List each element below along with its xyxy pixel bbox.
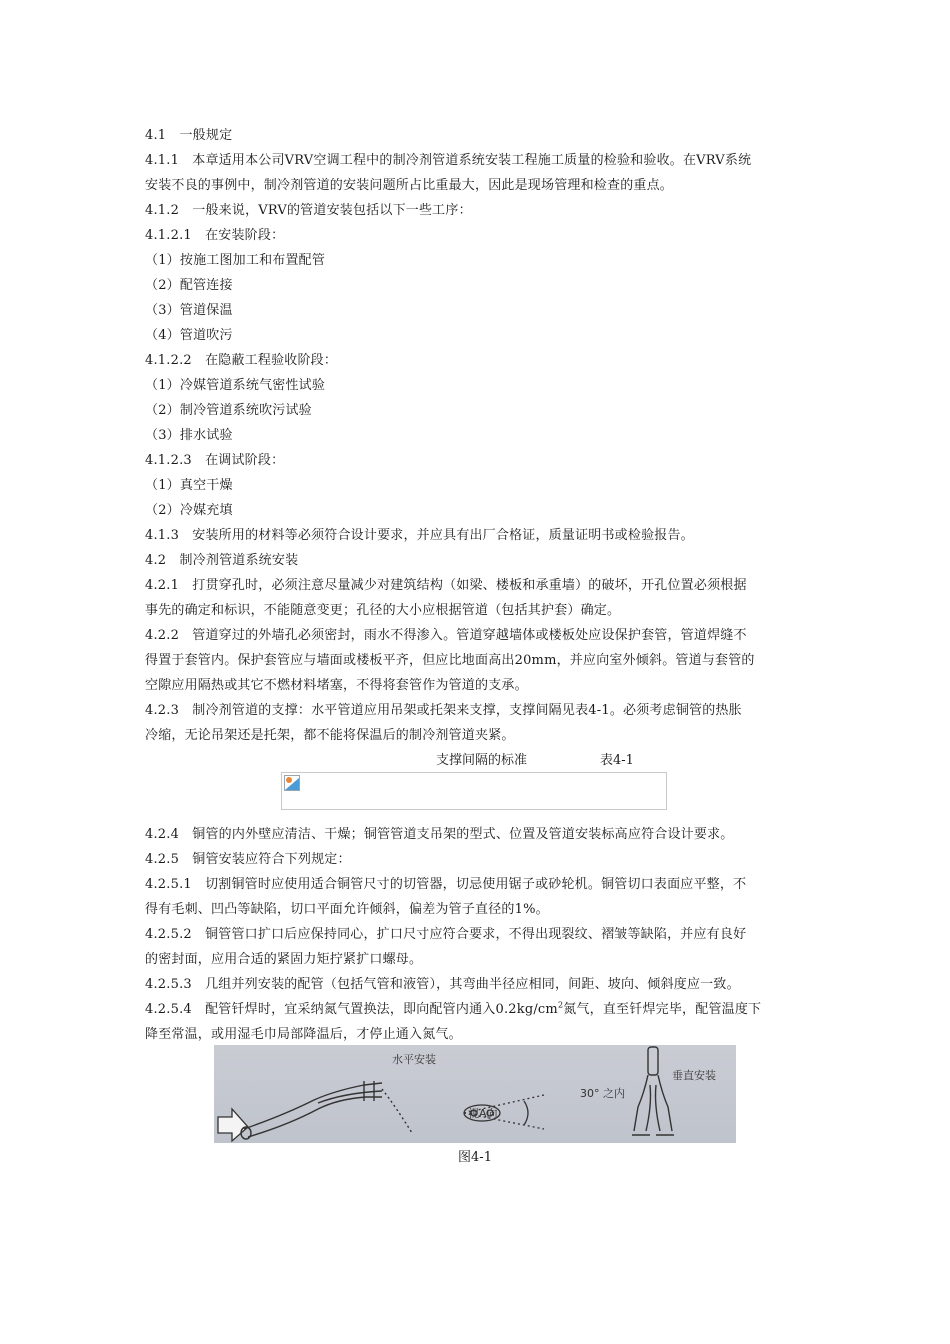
pipe-installation-figure [214, 1045, 736, 1143]
table-number: 表4-1 [600, 753, 634, 768]
text-line-lower-0: 4.2.4 铜管的内外壁应清洁、干燥；铜管管道支吊架的型式、位置及管道安装标高应符合设计要求。 [145, 827, 734, 842]
text-line-lower-6: 4.2.5.3 几组并列安装的配管（包括气管和液管），其弯曲半径应相同，间距、坡向、倾斜度应一致。 [145, 977, 740, 992]
arrow-icon [218, 1109, 248, 1141]
text-line-0: 4.1 一般规定 [145, 128, 233, 143]
document-body [145, 123, 805, 748]
text-line-1: 4.1.1 本章适用本公司VRV空调工程中的制冷剂管道系统安装工程施工质量的检验和验收。在VRV系统 [145, 153, 752, 168]
figure-caption: 图4-1 [458, 1150, 492, 1165]
text-line-20: 4.2.2 管道穿过的外墙孔必须密封，雨水不得渗入。管道穿越墙体或楼板处应设保护套管，管道焊缝不 [145, 628, 747, 643]
broken-image-icon [284, 775, 300, 791]
text-line-18: 4.2.1 打贯穿孔时，必须注意尽量减少对建筑结构（如梁、楼板和承重墙）的破坏，开孔位置必须根据 [145, 578, 747, 593]
text-block-bottom [145, 822, 805, 997]
text-line-9: 4.1.2.2 在隐蔽工程验收阶段： [145, 353, 338, 368]
text-line-23: 4.2.3 制冷剂管道的支撑：水平管道应用吊架或托架来支撑，支撑间隔见表4-1。必须考虑铜管的热胀 [145, 703, 742, 718]
text-line-10: （1）冷媒管道系统气密性试验 [145, 378, 326, 393]
text-line-3: 4.1.2 一般来说，VRV的管道安装包括以下一些工序： [145, 203, 472, 218]
text-line-22: 空隙应用隔热或其它不燃材料堵塞，不得将套管作为管道的支承。 [145, 678, 528, 693]
text-line-11: （2）制冷管道系统吹污试验 [145, 403, 312, 418]
text-line-2: 安装不良的事例中，制冷剂管道的安装问题所占比重最大，因此是现场管理和检查的重点。 [145, 178, 674, 193]
text-line-lower-3: 得有毛刺、凹凸等缺陷，切口平面允许倾斜，偏差为管子直径的1%。 [145, 902, 549, 917]
text-block-top [145, 123, 805, 748]
vertical-branch-pipe [632, 1047, 674, 1135]
horizontal-branch-pipe [241, 1081, 412, 1139]
text-line-last: 降至常温，或用湿毛巾局部降温后，才停止通入氮气。 [145, 1027, 462, 1042]
text-line-lower-5: 的密封面，应用合适的紧固力矩拧紧扩口螺母。 [145, 952, 423, 967]
text-line-15: （2）冷媒充填 [145, 503, 233, 518]
text-line-6: （2）配管连接 [145, 278, 233, 293]
text-line-7: （3）管道保温 [145, 303, 233, 318]
text-line-24: 冷缩，无论吊架还是托架，都不能将保温后的制冷剂管道夹紧。 [145, 728, 515, 743]
table-title: 支撑间隔的标准 [436, 753, 528, 768]
text-line-lower-1: 4.2.5 铜管安装应符合下列规定： [145, 852, 351, 867]
text-line-17: 4.2 制冷剂管道系统安装 [145, 553, 299, 568]
text-line-16: 4.1.3 安装所用的材料等必须符合设计要求，并应具有出厂合格证，质量证明书或检验报告。 [145, 528, 694, 543]
text-line-14: （1）真空干燥 [145, 478, 233, 493]
text-line-nitrogen: 4.2.5.4 配管钎焊时，宜采纳氮气置换法，即向配管内通入$0.2kg/cm^2$氮气，直至钎焊完毕，配管温度下 [145, 1000, 762, 1017]
text-line-5: （1）按施工图加工和布置配管 [145, 253, 326, 268]
label-vertical-install: 垂直安装 [672, 1069, 716, 1082]
label-angle: 30° 之内 [580, 1087, 625, 1100]
text-line-lower-2: 4.2.5.1 切割铜管时应使用适合铜管尺寸的切管器，切忌使用锯子或砂轮机。铜管切口表面应平整，不 [145, 877, 747, 892]
table-image-placeholder [281, 772, 667, 810]
text-line-21: 得置于套管内。保护套管应与墙面或楼板平齐，但应比地面高出20mm，并应向室外倾斜。管道与套管的 [145, 653, 755, 668]
text-line-8: （4）管道吹污 [145, 328, 233, 343]
document-body-lower [145, 822, 805, 1047]
text-line-13: 4.1.2.3 在调试阶段： [145, 453, 285, 468]
text-line-lower-4: 4.2.5.2 铜管管口扩口后应保持同心，扩口尺寸应符合要求，不得出现裂纹、褶皱等缺陷，并应有良好 [145, 927, 747, 942]
text-line-19: 事先的确定和标识，不能随意变更；孔径的大小应根据管道（包括其护套）确定。 [145, 603, 621, 618]
text-line-4: 4.1.2.1 在安装阶段： [145, 228, 285, 243]
label-horizontal-install: 水平安装 [392, 1053, 436, 1066]
text-line-12: （3）排水试验 [145, 428, 233, 443]
pipe-diagram [214, 1045, 736, 1143]
label-view-a: 视A向 [468, 1107, 498, 1120]
table-caption [145, 748, 805, 773]
